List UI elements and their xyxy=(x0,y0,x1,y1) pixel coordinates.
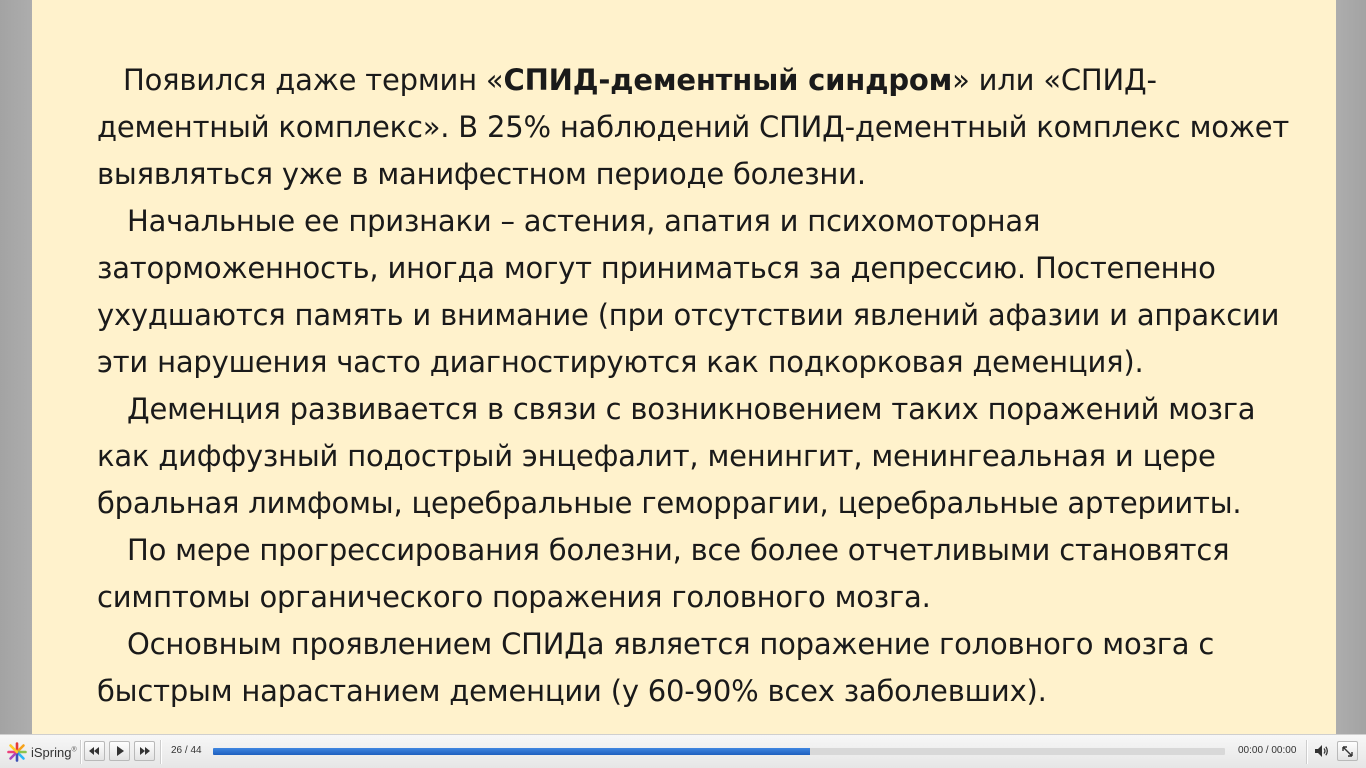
fullscreen-button[interactable] xyxy=(1337,741,1358,761)
slide-paragraph-2: Начальные ее признаки – астения, апатия и психомоторная заторможенность, иногда могут приниматься за депрессию. Постепенно ухудшаются память и внимание (при отсутствии явлений афазии и апраксии эти нарушения часто диагностируются как подкорковая деменция). xyxy=(97,204,1280,379)
logo-text-label: iSpring xyxy=(31,744,72,760)
divider xyxy=(160,740,162,764)
logo-trademark: ® xyxy=(71,746,77,754)
volume-icon xyxy=(1315,745,1329,757)
player-control-bar xyxy=(0,734,1366,768)
slide-counter: 26 / 44 xyxy=(171,745,202,756)
slide-body xyxy=(97,57,1297,715)
next-slide-button[interactable] xyxy=(134,741,155,761)
ispring-logo-text xyxy=(31,745,77,760)
ispring-logo-icon xyxy=(6,741,28,763)
paragraph-1-bold-term: СПИД-дементный синдром xyxy=(503,63,953,97)
slide xyxy=(32,0,1336,734)
paragraph-1-start: Появился даже термин « xyxy=(123,63,504,97)
slide-paragraph-1 xyxy=(97,57,1297,198)
paragraph-1-end: » или «СПИД-дементный комплекс». В 25% наблюдений СПИД-дементный комплекс может выявляться уже в манифестном периоде болезни. xyxy=(97,63,1290,191)
divider xyxy=(80,740,82,764)
slide-paragraph-4: По мере прогрессирования болезни, все более отчетливыми становятся симптомы органического поражения головного мозга. xyxy=(97,533,1230,614)
divider xyxy=(1306,740,1308,764)
progress-bar[interactable] xyxy=(213,748,1225,755)
volume-button[interactable] xyxy=(1311,741,1332,761)
previous-icon xyxy=(89,747,100,755)
next-icon xyxy=(139,747,150,755)
ispring-logo[interactable] xyxy=(6,742,77,762)
slide-paragraph-5: Основным проявлением СПИДа является поражение головного мозга с быстрым нарастанием деменции (у 60-90% всех заболевших). xyxy=(97,627,1215,708)
previous-slide-button[interactable] xyxy=(84,741,105,761)
fullscreen-icon xyxy=(1342,746,1353,757)
progress-bar-fill xyxy=(213,748,810,755)
play-button[interactable] xyxy=(109,741,130,761)
playback-time: 00:00 / 00:00 xyxy=(1238,745,1297,756)
play-icon xyxy=(116,746,124,756)
slide-paragraph-3: Деменция развивается в связи с возникновением таких поражений мозга как диффузный подострый энцефалит, менингит, менингеальная и цере бральная лимфомы, церебральные геморрагии, церебральные артерииты. xyxy=(97,392,1256,520)
